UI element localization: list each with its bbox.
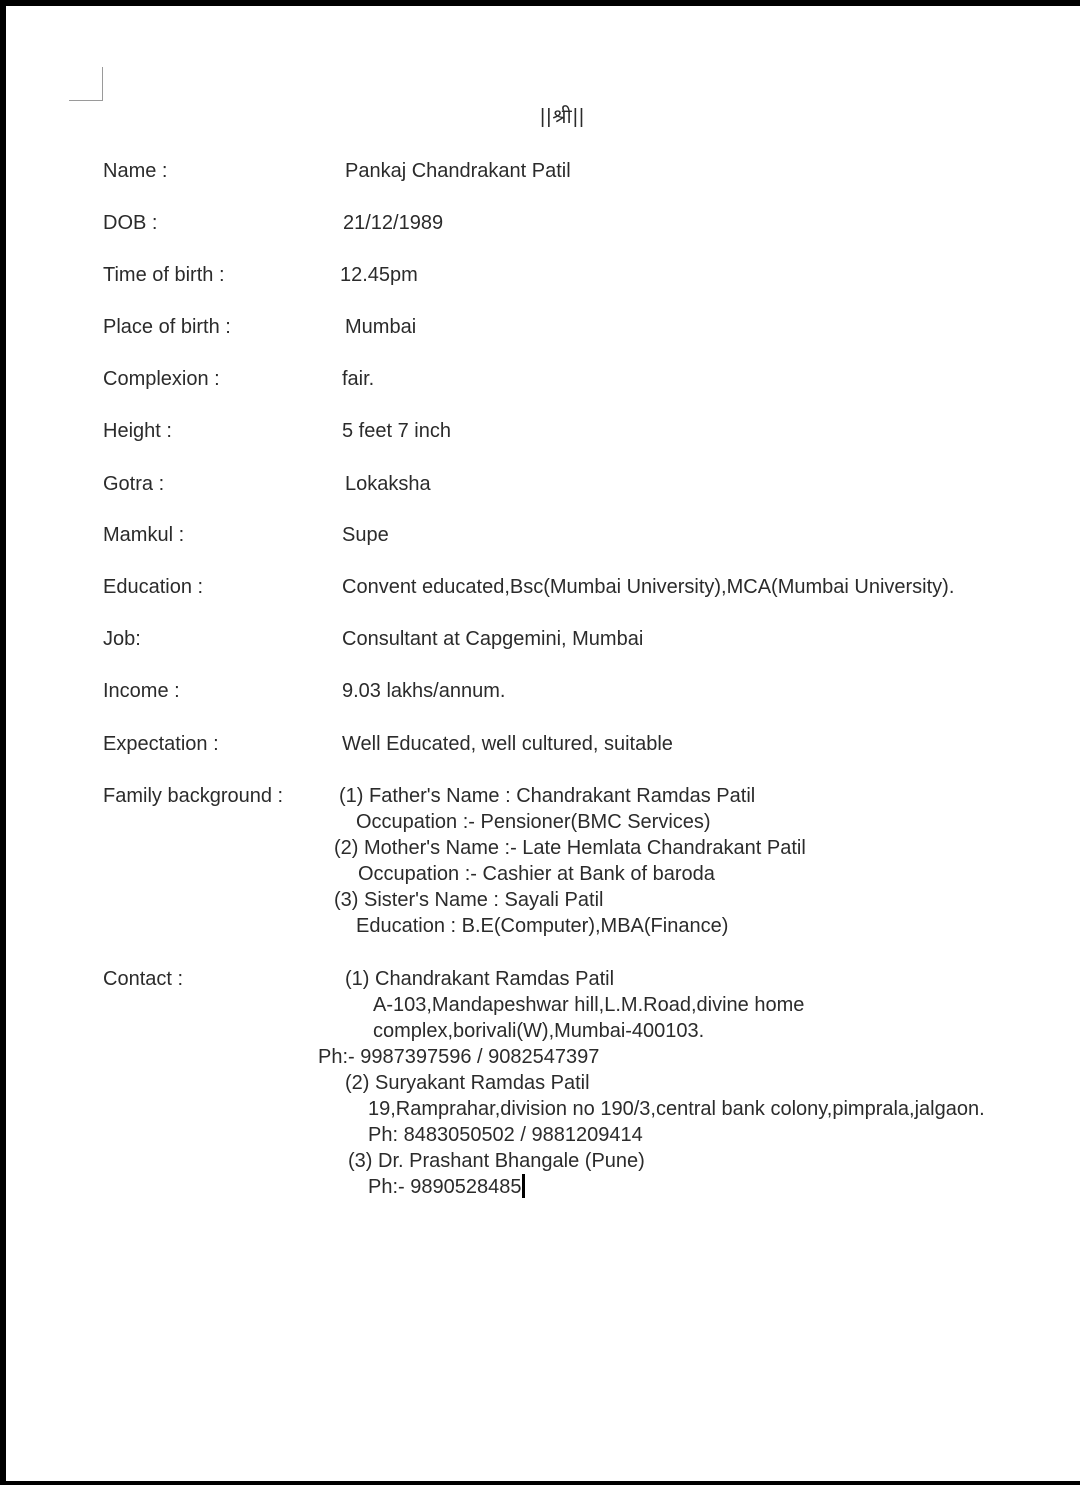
sister-name-line: (3) Sister's Name : Sayali Patil (334, 889, 604, 911)
income-label: Income : (103, 680, 180, 702)
education-value: Convent educated,Bsc(Mumbai University),MCA(Mumbai University). (342, 576, 955, 598)
contact-label: Contact : (103, 968, 184, 990)
income-value: 9.03 lakhs/annum. (342, 680, 506, 702)
family-background-label: Family background : (103, 785, 284, 807)
contact-2-phone: Ph: 8483050502 / 9881209414 (368, 1124, 643, 1146)
expectation-value: Well Educated, well cultured, suitable (342, 733, 673, 755)
place-of-birth-label: Place of birth : (103, 316, 231, 338)
place-of-birth-value: Mumbai (345, 316, 417, 338)
name-value: Pankaj Chandrakant Patil (345, 160, 571, 182)
mamkul-label: Mamkul : (103, 524, 185, 546)
contact-3-name: (3) Dr. Prashant Bhangale (Pune) (348, 1150, 645, 1172)
education-label: Education : (103, 576, 204, 598)
mother-occupation-line: Occupation :- Cashier at Bank of baroda (358, 863, 715, 885)
time-of-birth-label: Time of birth : (103, 264, 225, 286)
contact-2-name: (2) Suryakant Ramdas Patil (345, 1072, 590, 1094)
job-label: Job: (103, 628, 141, 650)
father-name-line: (1) Father's Name : Chandrakant Ramdas Patil (339, 785, 756, 807)
time-of-birth-value: 12.45pm (340, 264, 418, 286)
page-corner-mark (69, 67, 103, 101)
height-label: Height : (103, 420, 172, 442)
gotra-label: Gotra : (103, 473, 165, 495)
contact-1-address-line2: complex,borivali(W),Mumbai-400103. (373, 1020, 705, 1042)
gotra-value: Lokaksha (345, 473, 431, 495)
contact-3-phone: Ph:- 9890528485 (368, 1176, 522, 1198)
dob-value: 21/12/1989 (343, 212, 444, 234)
contact-3-phone-row[interactable] (368, 1174, 525, 1200)
sister-education-line: Education : B.E(Computer),MBA(Finance) (356, 915, 729, 937)
contact-1-name: (1) Chandrakant Ramdas Patil (345, 968, 615, 990)
contact-2-address: 19,Ramprahar,division no 190/3,central bank colony,pimprala,jalgaon. (368, 1098, 985, 1120)
job-value: Consultant at Capgemini, Mumbai (342, 628, 644, 650)
complexion-label: Complexion : (103, 368, 220, 390)
text-cursor (522, 1174, 525, 1198)
dob-label: DOB : (103, 212, 158, 234)
mamkul-value: Supe (342, 524, 389, 546)
mother-name-line: (2) Mother's Name :- Late Hemlata Chandrakant Patil (334, 837, 806, 859)
name-label: Name : (103, 160, 168, 182)
complexion-value: fair. (342, 368, 375, 390)
document-page[interactable] (6, 6, 1080, 1481)
father-occupation-line: Occupation :- Pensioner(BMC Services) (356, 811, 711, 833)
expectation-label: Expectation : (103, 733, 219, 755)
contact-1-address-line1: A-103,Mandapeshwar hill,L.M.Road,divine home (373, 994, 805, 1016)
page-header: ||श्री|| (540, 106, 586, 128)
contact-1-phone: Ph:- 9987397596 / 9082547397 (318, 1046, 600, 1068)
height-value: 5 feet 7 inch (342, 420, 451, 442)
